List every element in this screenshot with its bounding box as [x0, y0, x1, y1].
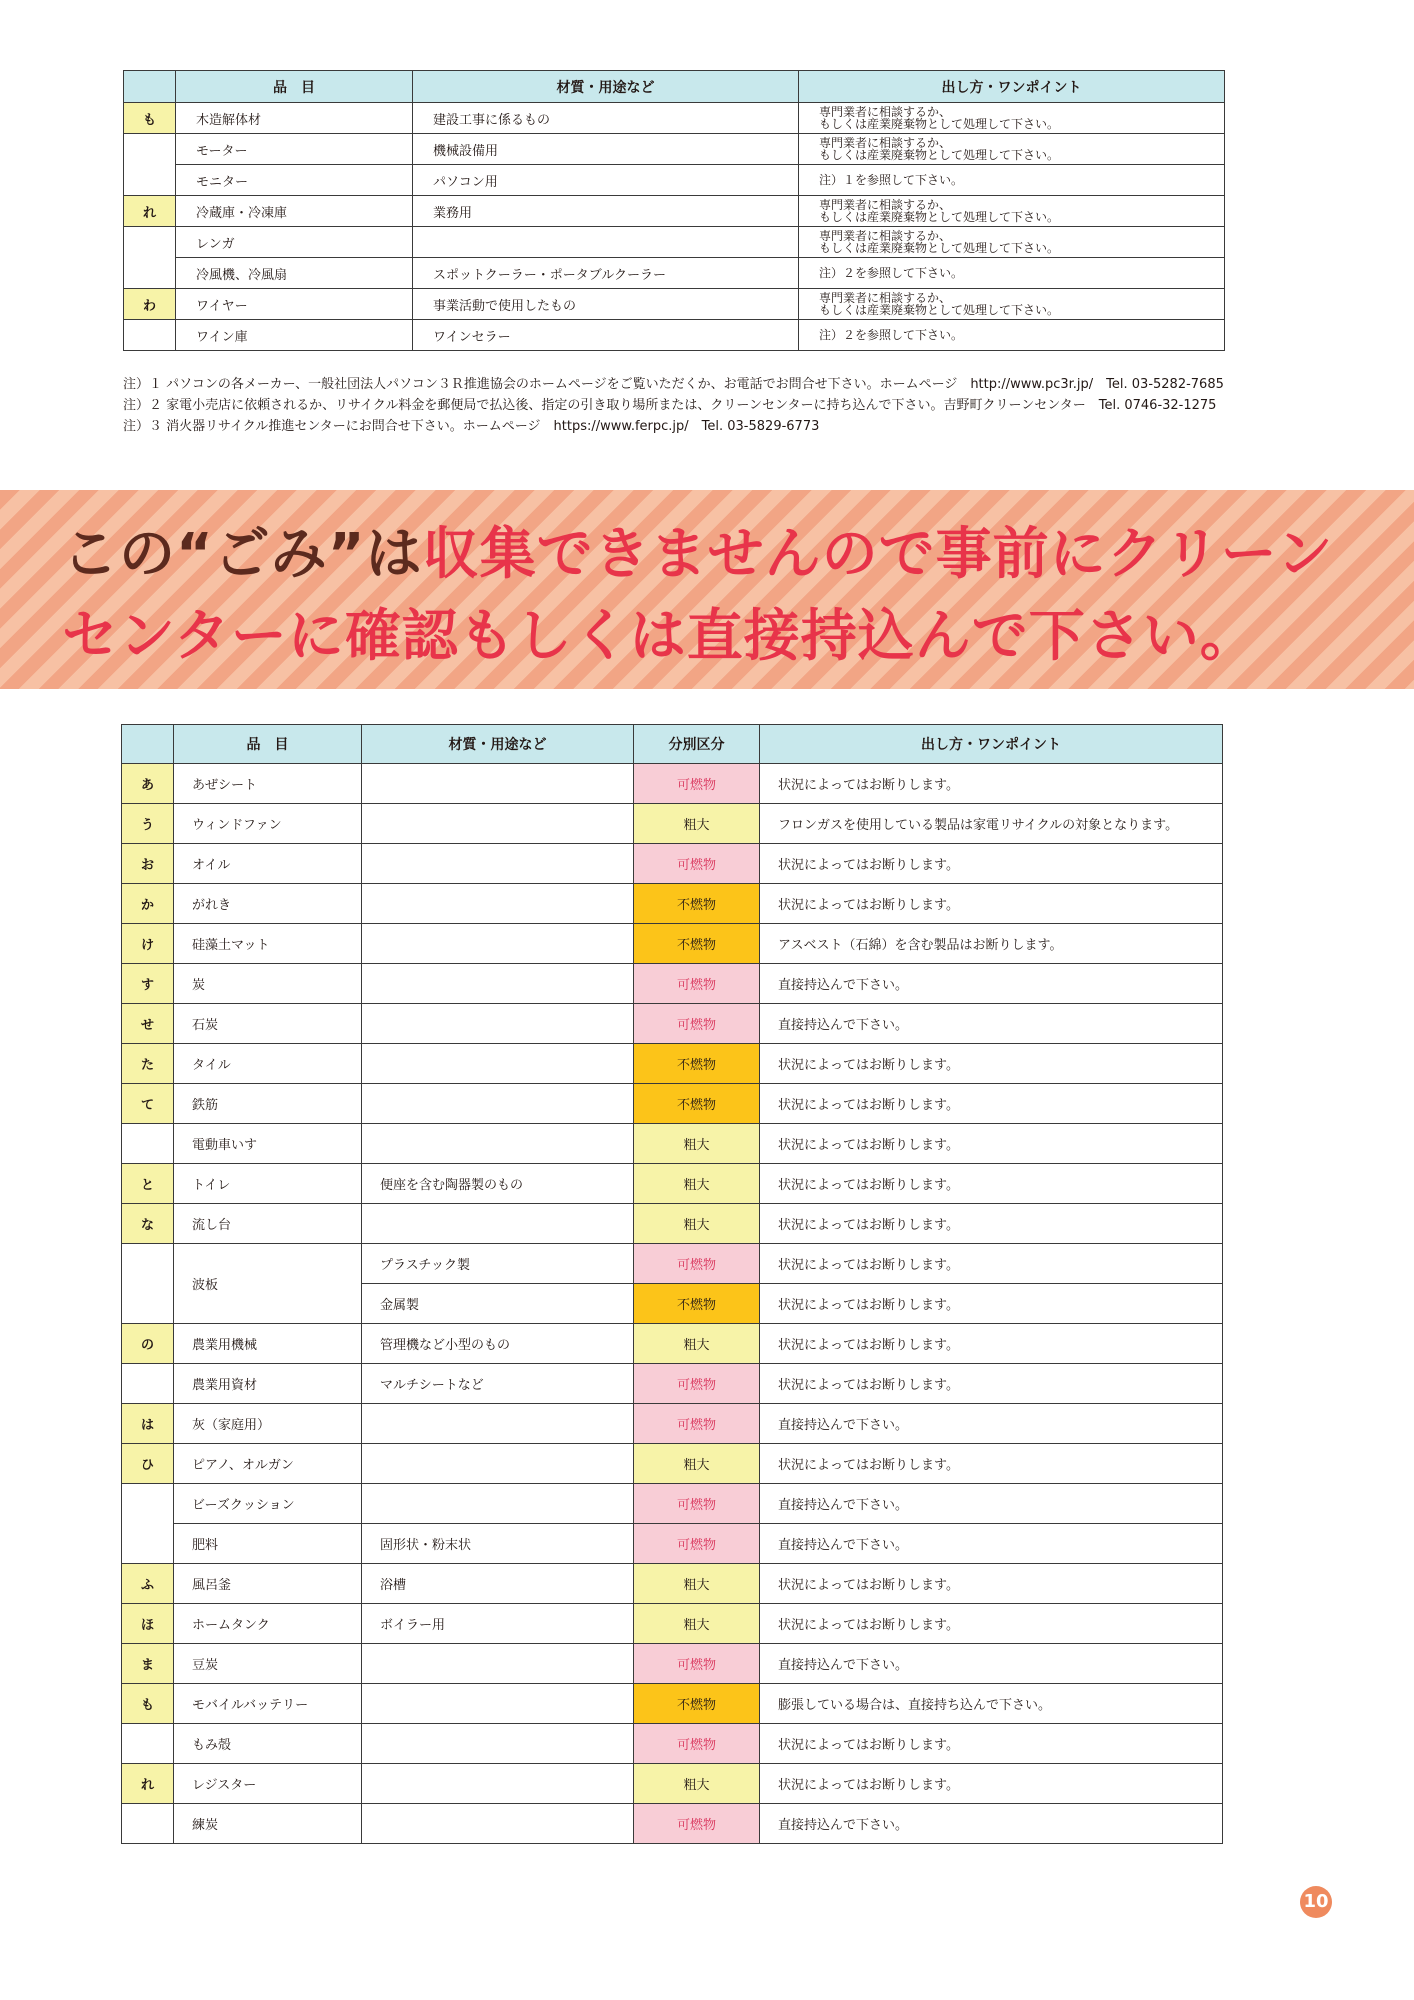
table-row [122, 1044, 1223, 1084]
disposal-tip-line-2: もしくは産業廃棄物として処理して下さい。 [819, 241, 1060, 255]
table-row [122, 1604, 1223, 1644]
item-usage: ワインセラー [413, 320, 799, 351]
kana-label [122, 1364, 174, 1404]
table-body [124, 103, 1225, 351]
item-usage: 浴槽 [362, 1564, 634, 1604]
item-name: ワイヤー [176, 289, 413, 320]
disposal-tip: 状況によってはお断りします。 [760, 1124, 1223, 1164]
item-usage: ボイラー用 [362, 1604, 634, 1644]
header-kana [122, 725, 174, 764]
item-name: モバイルバッテリー [174, 1684, 362, 1724]
footnote-1: 注）１ パソコンの各メーカー、一般社団法人パソコン３Ｒ推進協会のホームページをご覧いただくか、お電話でお問合せ下さい。ホームページ http://www.pc3r.jp/ Tel. 03-5282-7685 [123, 377, 1224, 392]
disposal-tip [799, 196, 1225, 227]
table-row [122, 1444, 1223, 1484]
disposal-tip: 直接持込んで下さい。 [760, 1004, 1223, 1044]
item-usage [362, 924, 634, 964]
item-usage: 建設工事に係るもの [413, 103, 799, 134]
category-badge: 可燃物 [634, 1244, 760, 1284]
item-name: 鉄筋 [174, 1084, 362, 1124]
banner-line-2-red: センターに確認もしくは直接持込んで下さい。 [62, 604, 1257, 669]
item-usage [362, 804, 634, 844]
item-name: 冷蔵庫・冷凍庫 [176, 196, 413, 227]
kana-label: あ [122, 764, 174, 804]
disposal-tip-line-1: 専門業者に相談するか、 [819, 136, 952, 150]
table-row [122, 1084, 1223, 1124]
item-usage [362, 764, 634, 804]
table-row [124, 227, 1225, 258]
table-row [122, 1684, 1223, 1724]
table-row [122, 1204, 1223, 1244]
category-badge: 可燃物 [634, 964, 760, 1004]
kana-label [122, 1244, 174, 1324]
table-row [122, 884, 1223, 924]
category-badge: 不燃物 [634, 924, 760, 964]
table-row [122, 1004, 1223, 1044]
table-row [122, 924, 1223, 964]
table-row [122, 1644, 1223, 1684]
table-row [124, 320, 1225, 351]
category-badge: 粗大 [634, 1604, 760, 1644]
table-row [122, 844, 1223, 884]
table-row [124, 258, 1225, 289]
item-name: がれき [174, 884, 362, 924]
item-usage [413, 227, 799, 258]
table-row [122, 1724, 1223, 1764]
disposal-tip-line-2: もしくは産業廃棄物として処理して下さい。 [819, 148, 1060, 162]
item-usage: 管理機など小型のもの [362, 1324, 634, 1364]
item-name: オイル [174, 844, 362, 884]
disposal-tip-line-1: 注）１を参照して下さい。 [819, 173, 964, 187]
item-usage: 固形状・粉末状 [362, 1524, 634, 1564]
disposal-tip [799, 258, 1225, 289]
item-name: あぜシート [174, 764, 362, 804]
disposal-tip: 状況によってはお断りします。 [760, 1364, 1223, 1404]
item-name: 流し台 [174, 1204, 362, 1244]
kana-label: せ [122, 1004, 174, 1044]
item-usage: プラスチック製 [362, 1244, 634, 1284]
header-usage: 材質・用途など [362, 725, 634, 764]
category-badge: 粗大 [634, 1164, 760, 1204]
header-item: 品 目 [174, 725, 362, 764]
kana-label [122, 1484, 174, 1564]
disposal-tip: 直接持込んで下さい。 [760, 1484, 1223, 1524]
item-usage [362, 884, 634, 924]
disposal-tip: 状況によってはお断りします。 [760, 1244, 1223, 1284]
item-name: 炭 [174, 964, 362, 1004]
item-name: ピアノ、オルガン [174, 1444, 362, 1484]
item-usage [362, 1804, 634, 1844]
item-name: レンガ [176, 227, 413, 258]
disposal-tip: 直接持込んで下さい。 [760, 1404, 1223, 1444]
kana-label: す [122, 964, 174, 1004]
disposal-tip: 直接持込んで下さい。 [760, 964, 1223, 1004]
item-usage: 金属製 [362, 1284, 634, 1324]
table-header-row [124, 71, 1225, 103]
notice-banner [0, 490, 1414, 689]
item-name: ホームタンク [174, 1604, 362, 1644]
footnote-2: 注）２ 家電小売店に依頼されるか、リサイクル料金を郵便局で払込後、指定の引き取り場所または、クリーンセンターに持ち込んで下さい。吉野町クリーンセンター Tel. 0746-32-1275 [123, 398, 1217, 413]
item-name: 冷風機、冷風扇 [176, 258, 413, 289]
item-name: トイレ [174, 1164, 362, 1204]
kana-label [122, 1124, 174, 1164]
disposal-tip-line-1: 注）２を参照して下さい。 [819, 266, 964, 280]
disposal-tip: 膨張している場合は、直接持ち込んで下さい。 [760, 1684, 1223, 1724]
item-name: 風呂釜 [174, 1564, 362, 1604]
item-usage: パソコン用 [413, 165, 799, 196]
disposal-tip: 状況によってはお断りします。 [760, 1564, 1223, 1604]
kana-label: う [122, 804, 174, 844]
table-row [124, 165, 1225, 196]
table-row [122, 1764, 1223, 1804]
disposal-tip: 状況によってはお断りします。 [760, 844, 1223, 884]
kana-label: た [122, 1044, 174, 1084]
disposal-tip: 状況によってはお断りします。 [760, 1724, 1223, 1764]
item-name: ワイン庫 [176, 320, 413, 351]
category-badge: 不燃物 [634, 1684, 760, 1724]
category-badge: 不燃物 [634, 1044, 760, 1084]
kana-label: な [122, 1204, 174, 1244]
table-row [122, 1804, 1223, 1844]
item-name: 灰（家庭用） [174, 1404, 362, 1444]
header-tip: 出し方・ワンポイント [799, 71, 1225, 103]
item-usage: 事業活動で使用したもの [413, 289, 799, 320]
disposal-tip: 状況によってはお断りします。 [760, 1204, 1223, 1244]
kana-label: れ [124, 196, 176, 227]
disposal-tip: 状況によってはお断りします。 [760, 764, 1223, 804]
kana-label: も [124, 103, 176, 134]
category-badge: 不燃物 [634, 1284, 760, 1324]
disposal-tip-line-2: もしくは産業廃棄物として処理して下さい。 [819, 117, 1060, 131]
item-usage [362, 844, 634, 884]
category-badge: 可燃物 [634, 1524, 760, 1564]
kana-label: と [122, 1164, 174, 1204]
table-row [124, 103, 1225, 134]
item-name: もみ殻 [174, 1724, 362, 1764]
table-body [122, 764, 1223, 1844]
table-row [122, 964, 1223, 1004]
kana-label: ひ [122, 1444, 174, 1484]
disposal-tip: 状況によってはお断りします。 [760, 1164, 1223, 1204]
category-badge: 粗大 [634, 1124, 760, 1164]
disposal-tip-line-1: 専門業者に相談するか、 [819, 198, 952, 212]
category-badge: 可燃物 [634, 1404, 760, 1444]
kana-label: て [122, 1084, 174, 1124]
category-badge: 可燃物 [634, 1484, 760, 1524]
disposal-tip-line-1: 専門業者に相談するか、 [819, 291, 952, 305]
category-badge: 可燃物 [634, 764, 760, 804]
disposal-tip: 状況によってはお断りします。 [760, 1604, 1223, 1644]
item-usage [362, 1084, 634, 1124]
direct-disposal-table [121, 724, 1223, 1844]
table-row [122, 1404, 1223, 1444]
disposal-tip: 状況によってはお断りします。 [760, 1284, 1223, 1324]
item-name: タイル [174, 1044, 362, 1084]
disposal-tip [799, 103, 1225, 134]
item-name: ウィンドファン [174, 804, 362, 844]
item-usage [362, 1644, 634, 1684]
disposal-tip [799, 165, 1225, 196]
item-name: 硅藻土マット [174, 924, 362, 964]
header-usage: 材質・用途など [413, 71, 799, 103]
item-usage [362, 1204, 634, 1244]
item-name: 木造解体材 [176, 103, 413, 134]
kana-label [124, 227, 176, 289]
category-badge: 粗大 [634, 1204, 760, 1244]
kana-label: も [122, 1684, 174, 1724]
banner-line-1 [62, 510, 1334, 590]
header-kana [124, 71, 176, 103]
table-row [124, 289, 1225, 320]
special-items-table [123, 70, 1225, 351]
category-badge: 可燃物 [634, 1364, 760, 1404]
disposal-tip-line-1: 専門業者に相談するか、 [819, 105, 952, 119]
item-usage: 便座を含む陶器製のもの [362, 1164, 634, 1204]
page-number-badge: 10 [1300, 1886, 1332, 1918]
item-name: 波板 [174, 1244, 362, 1324]
table-row [124, 196, 1225, 227]
table-row [122, 804, 1223, 844]
disposal-tip [799, 227, 1225, 258]
kana-label [122, 1804, 174, 1844]
category-badge: 粗大 [634, 1764, 760, 1804]
disposal-tip: アスベスト（石綿）を含む製品はお断りします。 [760, 924, 1223, 964]
item-name: 農業用資材 [174, 1364, 362, 1404]
item-usage: スポットクーラー・ポータブルクーラー [413, 258, 799, 289]
category-badge: 可燃物 [634, 844, 760, 884]
disposal-tip: 直接持込んで下さい。 [760, 1524, 1223, 1564]
item-name: 電動車いす [174, 1124, 362, 1164]
disposal-tip-line-1: 注）２を参照して下さい。 [819, 328, 964, 342]
kana-label: ふ [122, 1564, 174, 1604]
table-row [122, 1484, 1223, 1524]
item-usage [362, 1124, 634, 1164]
item-name: 農業用機械 [174, 1324, 362, 1364]
kana-label: か [122, 884, 174, 924]
category-badge: 不燃物 [634, 1084, 760, 1124]
disposal-tip: 状況によってはお断りします。 [760, 1084, 1223, 1124]
item-usage [362, 964, 634, 1004]
kana-label: け [122, 924, 174, 964]
banner-line-1-dark: この“ごみ”は [62, 522, 423, 587]
disposal-tip: 状況によってはお断りします。 [760, 1324, 1223, 1364]
kana-label: れ [122, 1764, 174, 1804]
item-name: モーター [176, 134, 413, 165]
footnotes [123, 374, 1303, 437]
kana-label [122, 1724, 174, 1764]
kana-label: は [122, 1404, 174, 1444]
item-usage [362, 1444, 634, 1484]
item-usage [362, 1724, 634, 1764]
disposal-tip: 状況によってはお断りします。 [760, 1444, 1223, 1484]
banner-line-1-red: 収集できませんので事前にクリーン [422, 522, 1334, 587]
disposal-tip: フロンガスを使用している製品は家電リサイクルの対象となります。 [760, 804, 1223, 844]
category-badge: 可燃物 [634, 1644, 760, 1684]
item-name: 石炭 [174, 1004, 362, 1044]
item-usage [362, 1004, 634, 1044]
disposal-tip: 直接持込んで下さい。 [760, 1804, 1223, 1844]
kana-label: ほ [122, 1604, 174, 1644]
disposal-tip-line-1: 専門業者に相談するか、 [819, 229, 952, 243]
header-item: 品 目 [176, 71, 413, 103]
category-badge: 粗大 [634, 1324, 760, 1364]
category-badge: 可燃物 [634, 1804, 760, 1844]
item-usage [362, 1044, 634, 1084]
table-row [122, 1124, 1223, 1164]
table-header-row [122, 725, 1223, 764]
category-badge: 粗大 [634, 804, 760, 844]
item-usage [362, 1764, 634, 1804]
disposal-tip: 状況によってはお断りします。 [760, 1764, 1223, 1804]
item-usage [362, 1684, 634, 1724]
table-row [122, 1244, 1223, 1284]
kana-label: わ [124, 289, 176, 320]
item-usage [362, 1484, 634, 1524]
kana-label: ま [122, 1644, 174, 1684]
disposal-tip [799, 134, 1225, 165]
disposal-tip: 状況によってはお断りします。 [760, 1044, 1223, 1084]
disposal-tip-line-2: もしくは産業廃棄物として処理して下さい。 [819, 210, 1060, 224]
disposal-tip: 状況によってはお断りします。 [760, 884, 1223, 924]
item-name: 豆炭 [174, 1644, 362, 1684]
banner-line-2 [62, 592, 1257, 672]
item-name: ビーズクッション [174, 1484, 362, 1524]
footnote-3: 注）３ 消火器リサイクル推進センターにお問合せ下さい。ホームページ https://www.ferpc.jp/ Tel. 03-5829-6773 [123, 419, 820, 434]
kana-label [124, 134, 176, 196]
table-row [122, 764, 1223, 804]
table-row [122, 1324, 1223, 1364]
header-category: 分別区分 [634, 725, 760, 764]
table-row [122, 1364, 1223, 1404]
table-row [122, 1164, 1223, 1204]
item-name: モニター [176, 165, 413, 196]
item-usage: 機械設備用 [413, 134, 799, 165]
disposal-tip: 直接持込んで下さい。 [760, 1644, 1223, 1684]
table-row [122, 1564, 1223, 1604]
header-tip: 出し方・ワンポイント [760, 725, 1223, 764]
category-badge: 不燃物 [634, 884, 760, 924]
kana-label: お [122, 844, 174, 884]
table-row [124, 134, 1225, 165]
category-badge: 粗大 [634, 1564, 760, 1604]
item-usage: 業務用 [413, 196, 799, 227]
item-name: レジスター [174, 1764, 362, 1804]
disposal-tip [799, 289, 1225, 320]
item-name: 練炭 [174, 1804, 362, 1844]
disposal-tip [799, 320, 1225, 351]
table-row [122, 1524, 1223, 1564]
kana-label [124, 320, 176, 351]
category-badge: 粗大 [634, 1444, 760, 1484]
disposal-tip-line-2: もしくは産業廃棄物として処理して下さい。 [819, 303, 1060, 317]
category-badge: 可燃物 [634, 1724, 760, 1764]
item-usage [362, 1404, 634, 1444]
item-usage: マルチシートなど [362, 1364, 634, 1404]
kana-label: の [122, 1324, 174, 1364]
category-badge: 可燃物 [634, 1004, 760, 1044]
item-name: 肥料 [174, 1524, 362, 1564]
